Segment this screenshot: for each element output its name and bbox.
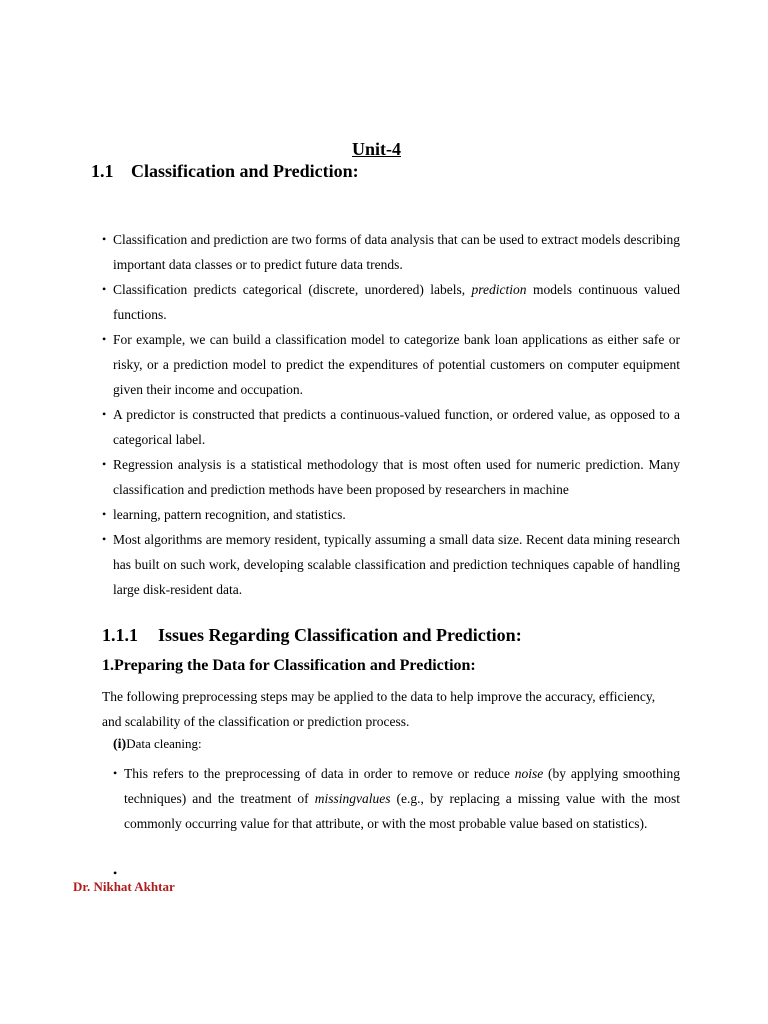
empty-bullet: • <box>113 866 118 880</box>
list-item <box>102 527 680 602</box>
sub-item-marker: (i) <box>113 737 127 752</box>
italic-term: prediction <box>471 282 527 297</box>
bullet-dot-icon: • <box>102 532 107 546</box>
section-title: Classification and Prediction: <box>131 161 359 181</box>
italic-term: missingvalues <box>314 791 391 806</box>
bullet-dot-icon: • <box>102 232 107 246</box>
bullet-dot-icon: • <box>102 507 107 521</box>
list-item <box>102 502 680 527</box>
list-item-text: A predictor is constructed that predicts a continuous-valued function, or ordered value, as opposed to a categorical label. <box>113 407 680 447</box>
list-item-text: This refers to the preprocessing of data in order to remove or reduce <box>124 766 515 781</box>
list-item <box>102 227 680 277</box>
sub-bullet-list <box>113 761 680 836</box>
list-item-text: Classification predicts categorical (discrete, unordered) labels, <box>113 282 472 297</box>
list-item-text: models continuous valued functions. <box>113 282 680 322</box>
footer-author: Dr. Nikhat Akhtar <box>73 879 175 894</box>
bullet-dot-icon: • <box>113 766 118 780</box>
bullet-dot-icon: • <box>102 407 107 421</box>
list-item-text: Most algorithms are memory resident, typically assuming a small data size. Recent data mining research has built on such work, developing scalable classification and prediction techniques capable of handling large disk-resident data. <box>113 532 680 597</box>
list-item <box>102 452 680 502</box>
list-item-text: (e.g., by replacing a missing value with the most commonly occurring value for that attribute, or with the most probable value based on statistics). <box>124 791 680 831</box>
italic-term: noise <box>514 766 544 781</box>
sub-item-text: Data cleaning: <box>126 736 202 751</box>
unit-title: Unit-4 <box>352 139 401 159</box>
sub-item-label <box>113 736 202 753</box>
subsection-number: 1.1.1 <box>102 625 138 645</box>
bullet-dot-icon: • <box>102 457 107 471</box>
list-item-text: learning, pattern recognition, and statistics. <box>113 507 346 522</box>
list-item-text: (by applying smoothing techniques) and the treatment of <box>124 766 681 806</box>
subheading: 1.Preparing the Data for Classification and Prediction: <box>102 657 476 674</box>
list-item-text: Regression analysis is a statistical methodology that is most often used for numeric prediction. Many classification and prediction methods have been proposed by researchers in machine <box>113 457 680 497</box>
bullet-dot-icon: • <box>102 332 107 346</box>
bullet-dot-icon: • <box>102 282 107 296</box>
list-item <box>102 402 680 452</box>
section-number: 1.1 <box>91 161 114 181</box>
subsection-title: Issues Regarding Classification and Prediction: <box>158 625 522 645</box>
list-item-text: For example, we can build a classification model to categorize bank loan applications as either safe or risky, or a prediction model to predict the expenditures of potential customers on computer equipment given their income and occupation. <box>113 332 680 397</box>
list-item <box>102 277 680 327</box>
intro-paragraph: The following preprocessing steps may be applied to the data to help improve the accuracy, efficiency, and scalability of the classification or prediction process. <box>102 689 656 729</box>
list-item <box>113 761 680 836</box>
list-item <box>102 327 680 402</box>
bullet-list <box>102 227 680 602</box>
list-item-text: Classification and prediction are two forms of data analysis that can be used to extract models describing important data classes or to predict future data trends. <box>113 232 680 272</box>
